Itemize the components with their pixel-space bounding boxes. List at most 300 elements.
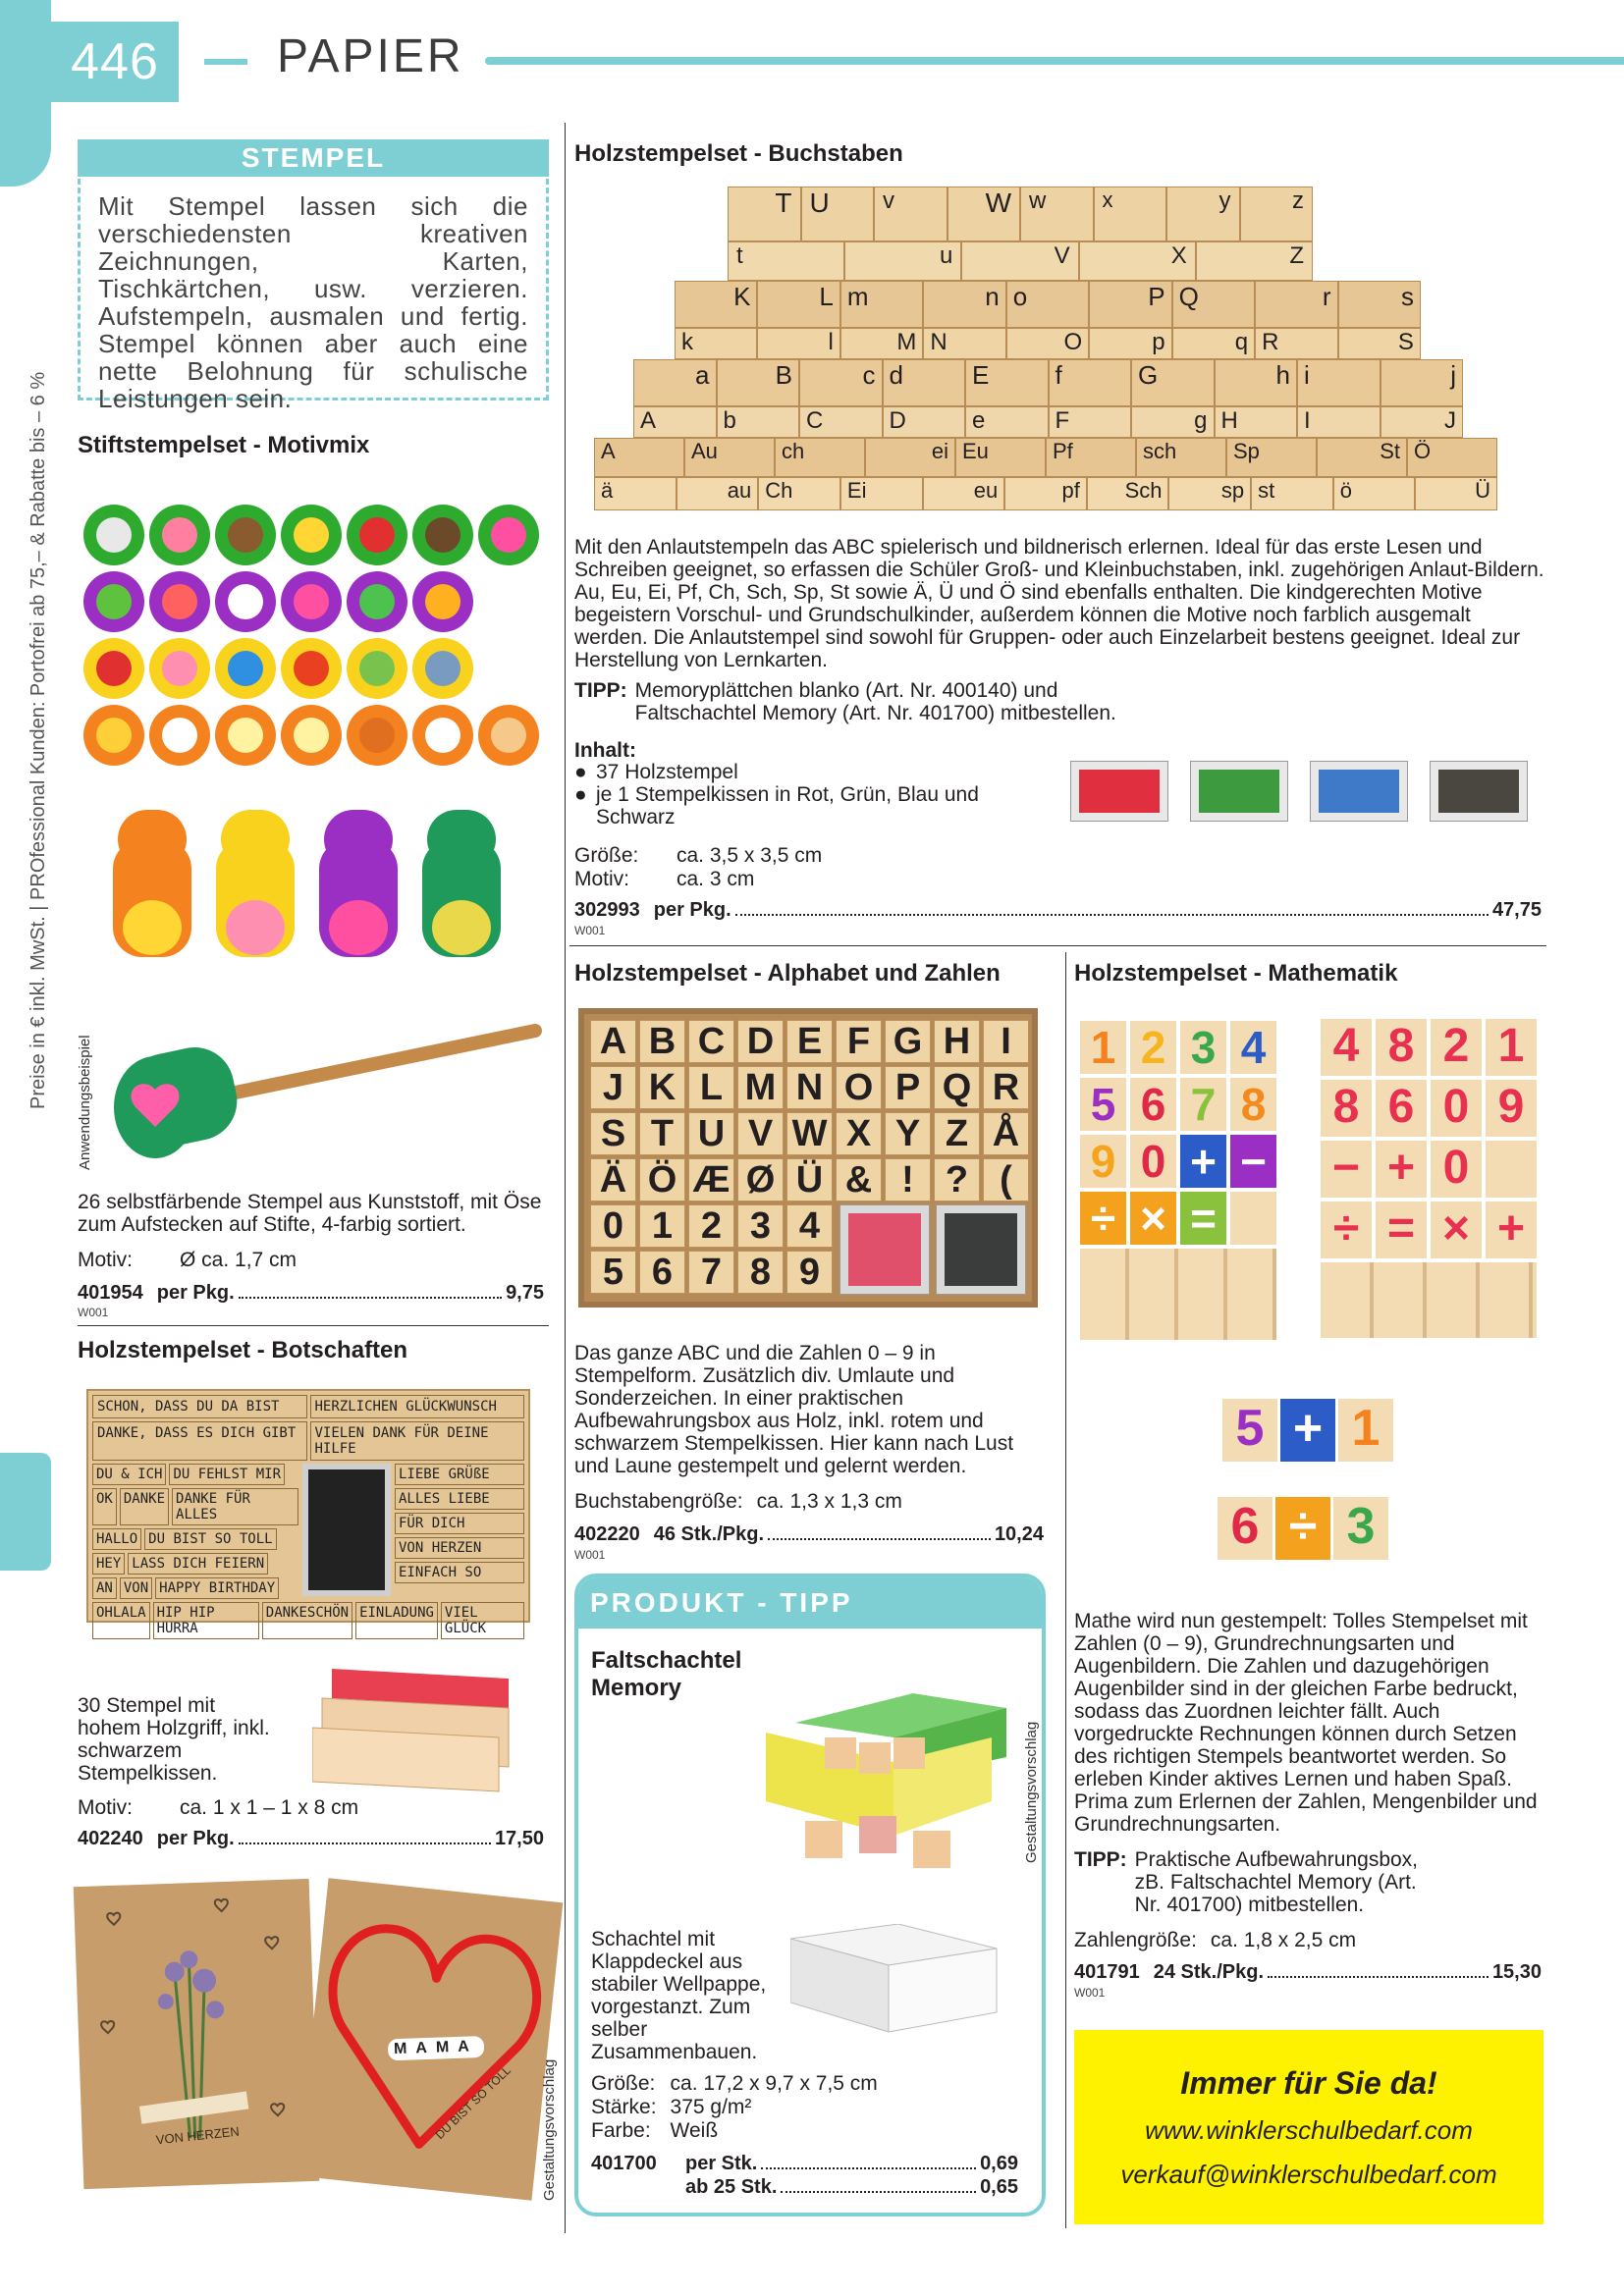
mathe-title: Holzstempelset - Mathematik: [1074, 960, 1398, 987]
alphabet-tile: G: [885, 1020, 931, 1063]
alphabet-tile: 8: [737, 1251, 784, 1294]
letter-block: K: [675, 281, 757, 328]
ink-pad-green: [1190, 761, 1288, 822]
alphabet-image: [578, 1008, 1038, 1308]
bullet-icon: ●: [574, 761, 587, 783]
alphabet-tile: (: [983, 1158, 1029, 1201]
buchstaben-tipp: [574, 679, 1546, 724]
letter-block: s: [1338, 281, 1421, 328]
price: 0,65: [980, 2176, 1018, 2198]
block-row-4: [675, 328, 1421, 359]
letter-block: sch: [1136, 438, 1226, 477]
order-unit: per Pkg.: [156, 1282, 235, 1304]
letter-block: au: [677, 477, 759, 510]
divider-mid: [569, 945, 1546, 946]
pen-example-image: [98, 1021, 550, 1168]
stamp: DU & ICH: [92, 1464, 166, 1485]
alphabet-tile: O: [836, 1066, 882, 1109]
alphabet-tile: F: [836, 1020, 882, 1063]
alphabet-tile: A: [590, 1020, 636, 1063]
spec-key: Motiv:: [574, 868, 630, 890]
stamp: OHLALA: [92, 1602, 150, 1639]
tipp-product-name: Faltschachtel Memory: [591, 1647, 742, 1701]
price-leader: [239, 1297, 502, 1299]
letter-block: l: [757, 328, 839, 359]
alphabet-tile: N: [786, 1066, 833, 1109]
stamp: VON: [120, 1577, 152, 1599]
letter-block: Ü: [1415, 477, 1497, 510]
article-number: 302993: [574, 899, 640, 921]
alphabet-tile: S: [590, 1112, 636, 1155]
mathe-block: ÷: [1080, 1192, 1126, 1245]
price: 47,75: [1491, 899, 1542, 921]
letter-block: Eu: [955, 438, 1046, 477]
letter-block: y: [1166, 187, 1240, 241]
buchstaben-title: Holzstempelset - Buchstaben: [574, 140, 903, 167]
alphabet-tile: Z: [934, 1112, 980, 1155]
memory-box-graphic: [766, 1654, 1011, 1890]
alphabet-tile: D: [737, 1020, 784, 1063]
side-tab: [0, 1453, 51, 1571]
header-line: [485, 57, 1624, 65]
alphabet-tile: H: [934, 1020, 980, 1063]
alphabet-tile: V: [737, 1112, 784, 1155]
divider-left: [565, 123, 566, 2233]
botschaften-caption: Gestaltungsvorschlag: [541, 2058, 558, 2201]
mathe-block: +: [1376, 1141, 1427, 1198]
letter-block: D: [883, 406, 966, 438]
mathe-block: 4: [1321, 1019, 1372, 1076]
price-leader: [735, 914, 1489, 916]
stamp-pens-graphic: [113, 810, 525, 991]
mathe-block: 0: [1431, 1080, 1482, 1137]
stamp: HAPPY BIRTHDAY: [155, 1577, 279, 1599]
article-number: 402220: [574, 1523, 640, 1545]
corner-tab: [0, 0, 51, 187]
stamp: ALLES LIEBE: [395, 1488, 524, 1510]
page-number-box: [51, 22, 179, 102]
price-leader: [239, 1842, 491, 1844]
letter-block: W: [947, 187, 1021, 241]
alphabet-tile: 6: [639, 1251, 685, 1294]
letter-block: P: [1089, 281, 1171, 328]
price-leader: [781, 2191, 976, 2193]
alphabet-tile: P: [885, 1066, 931, 1109]
mathe-block: 3: [1180, 1021, 1226, 1074]
letter-block: ä: [594, 477, 677, 510]
ink-pad-blue: [1310, 761, 1408, 822]
tipp-order-2: [685, 2176, 1018, 2199]
spec-value: Ø ca. 1,7 cm: [180, 1249, 298, 1271]
stiftstempel-code: W001: [78, 1306, 109, 1319]
letter-block: Ei: [840, 477, 923, 510]
stiftstempel-caption: Anwendungsbeispiel: [77, 1035, 93, 1170]
page-number: 446: [71, 33, 159, 90]
alphabet-tile: 5: [590, 1251, 636, 1294]
letter-block: V: [961, 241, 1078, 281]
stamp: HIP HIP HURRA: [153, 1602, 259, 1639]
alphabet-tile: W: [786, 1112, 833, 1155]
alphabet-tile: ?: [934, 1158, 980, 1201]
pen-example-graphic: [98, 1021, 550, 1168]
letter-block: ei: [865, 438, 955, 477]
letter-block: g: [1131, 406, 1215, 438]
letter-block: J: [1380, 406, 1464, 438]
alphabet-code: W001: [574, 1548, 606, 1562]
letter-block: G: [1131, 359, 1215, 406]
alphabet-tile: Ü: [786, 1158, 833, 1201]
alphabet-tile: 3: [737, 1204, 784, 1248]
letter-block: A: [594, 438, 684, 477]
letter-block: R: [1255, 328, 1337, 359]
letter-block: B: [717, 359, 800, 406]
stamp: VON HERZEN: [395, 1537, 524, 1559]
tipp-label: TIPP:: [574, 679, 627, 702]
letter-block: Q: [1172, 281, 1255, 328]
letter-block: st: [1251, 477, 1333, 510]
mathe-block: 8: [1376, 1019, 1427, 1076]
stamp-row: [92, 1488, 298, 1525]
spec-key: Buchstabengröße:: [574, 1490, 743, 1513]
letter-block: N: [923, 328, 1005, 359]
order-unit: 24 Stk./Pkg.: [1153, 1961, 1265, 1983]
letter-block: eu: [923, 477, 1005, 510]
white-box-image: [790, 1924, 1001, 2034]
alphabet-tile: Ö: [639, 1158, 685, 1201]
letter-block: Z: [1196, 241, 1313, 281]
tipp-specs: [591, 2072, 1023, 2143]
mathe-code: W001: [1074, 1986, 1106, 2000]
stamp: DANKE FÜR ALLES: [172, 1488, 298, 1525]
pad-surface: [1199, 770, 1279, 813]
spec-key: Stärke:: [591, 2096, 657, 2118]
alphabet-tile: M: [737, 1066, 784, 1109]
alphabet-tile: U: [688, 1112, 734, 1155]
letter-block: q: [1172, 328, 1255, 359]
alphabet-tile: T: [639, 1112, 685, 1155]
stamp-caps: [83, 505, 539, 766]
mathe-row: [1321, 1201, 1537, 1258]
stempel-box-title: STEMPEL: [241, 142, 386, 173]
letter-block: Sp: [1226, 438, 1317, 477]
price: 9,75: [506, 1282, 544, 1304]
spec-value: ca. 17,2 x 9,7 x 7,5 cm: [670, 2072, 878, 2095]
block-row-8: [594, 477, 1497, 510]
mathe-block: 6: [1218, 1497, 1272, 1560]
block-row-7: [594, 438, 1497, 477]
spec-value: ca. 3,5 x 3,5 cm: [677, 844, 823, 867]
price: 10,24: [994, 1523, 1044, 1545]
order-unit: 46 Stk./Pkg.: [653, 1523, 765, 1545]
letter-block: ö: [1333, 477, 1416, 510]
stamp: OK: [92, 1488, 117, 1525]
alphabet-tile: Æ: [688, 1158, 734, 1201]
card-von-herzen: [74, 1879, 320, 2189]
spec-key: Farbe:: [591, 2119, 651, 2142]
letter-block: Ch: [758, 477, 840, 510]
alphabet-tile: Y: [885, 1112, 931, 1155]
stamp-row: [92, 1464, 298, 1485]
stamp-handles-graphic: [312, 1659, 523, 1796]
spec-value: ca. 1 x 1 – 1 x 8 cm: [180, 1796, 359, 1819]
mathe-block: 4: [1230, 1021, 1276, 1074]
letter-block: x: [1094, 187, 1167, 241]
mathe-block: 0: [1431, 1141, 1482, 1198]
letter-block: Au: [684, 438, 775, 477]
stamp: DANKESCHÖN: [262, 1602, 352, 1639]
section-title: PAPIER: [277, 30, 464, 82]
mathe-block: 1: [1338, 1399, 1393, 1462]
ink-pad-red: [839, 1204, 930, 1295]
mathe-block: 8: [1230, 1078, 1276, 1131]
letter-block: E: [965, 359, 1049, 406]
stempel-box-header: [78, 139, 549, 177]
mathe-block: 5: [1080, 1078, 1126, 1131]
alphabet-tile: B: [639, 1020, 685, 1063]
spec-value: ca. 3 cm: [677, 868, 755, 890]
tipp-text: Memoryplättchen blanko (Art. Nr. 400140) und Faltschachtel Memory (Art. Nr. 401700) mitbestellen.: [634, 679, 1116, 724]
mathe-block: ×: [1130, 1192, 1176, 1245]
order-unit: ab 25 Stk.: [685, 2176, 778, 2198]
letter-block: n: [923, 281, 1005, 328]
letter-block: d: [883, 359, 966, 406]
stamp-bottom-row: [92, 1602, 524, 1639]
mathe-block: 2: [1431, 1019, 1482, 1076]
letter-block: sp: [1168, 477, 1251, 510]
stamp-row: [92, 1577, 298, 1599]
alphabet-tile: L: [688, 1066, 734, 1109]
contact-web-link[interactable]: www.winklerschulbedarf.com: [1145, 2114, 1473, 2145]
block-row-5: [633, 359, 1463, 406]
alphabet-tile: Ä: [590, 1158, 636, 1201]
letter-block: z: [1240, 187, 1314, 241]
letter-block: A: [633, 406, 717, 438]
letter-block: k: [675, 328, 757, 359]
memory-box-image: [766, 1654, 1011, 1890]
letter-block: f: [1049, 359, 1132, 406]
stiftstempel-order: [78, 1282, 544, 1305]
side-note: Preise in € inkl. MwSt. | PROfessional Kunden: Portofrei ab 75,– & Rabatte bis – 6 %: [27, 371, 49, 1109]
stiftstempel-specs: [78, 1249, 549, 1272]
letter-block: U: [801, 187, 875, 241]
mathe-block: =: [1376, 1201, 1427, 1258]
inhalt-item: [574, 783, 1036, 828]
alphabet-tile: C: [688, 1020, 734, 1063]
mathe-block: [1230, 1192, 1276, 1245]
alphabet-tile: 1: [639, 1204, 685, 1248]
letter-block: Sch: [1087, 477, 1169, 510]
card2-beads: MAMA: [388, 2036, 484, 2060]
stamp: FÜR DICH: [395, 1513, 524, 1534]
block-row-1: [728, 187, 1313, 241]
inhalt-item: [574, 761, 1036, 783]
block-row-6: [633, 406, 1463, 438]
mathe-row: [1080, 1192, 1276, 1245]
mathe-block: +: [1486, 1201, 1537, 1258]
mathe-small-image: [1218, 1399, 1414, 1575]
botschaften-specs: [78, 1796, 549, 1820]
letter-block: L: [757, 281, 839, 328]
mathe-row: [1222, 1399, 1393, 1462]
alphabet-tile: 7: [688, 1251, 734, 1294]
spec-value: ca. 1,3 x 1,3 cm: [756, 1490, 902, 1513]
spec-key: Größe:: [591, 2072, 656, 2095]
botschaften-title: Holzstempelset - Botschaften: [78, 1337, 408, 1363]
bullet-icon: ●: [574, 783, 587, 806]
mathe-row: [1321, 1019, 1537, 1076]
letter-block: p: [1089, 328, 1171, 359]
stempel-box: [78, 179, 549, 413]
mathe-block: 8: [1321, 1080, 1372, 1137]
mathe-block: 9: [1080, 1135, 1126, 1188]
letter-block: w: [1020, 187, 1094, 241]
letter-block: b: [717, 406, 800, 438]
botschaften-image: [86, 1389, 530, 1636]
tipp-desc: Schachtel mit Klappdeckel aus stabiler Wellpappe, vorgestanzt. Zum selber Zusammenbauen.: [591, 1928, 767, 2063]
letter-block: St: [1317, 438, 1407, 477]
divider-left-1: [78, 1325, 549, 1326]
ink-pad-red: [1070, 761, 1168, 822]
contact-email-link[interactable]: verkauf@winklerschulbedarf.com: [1120, 2159, 1497, 2189]
letter-block: C: [799, 406, 883, 438]
pad-surface: [1319, 770, 1399, 813]
letter-block: H: [1215, 406, 1298, 438]
buchstaben-image: [594, 187, 1497, 510]
stempel-box-text: Mit Stempel lassen sich die verschiedensten kreativen Zeichnungen, Karten, Tischkärtchen, usw. verzieren. Aufstempeln, ausmalen und fertig. Stempel können aber auch eine nette Belohnung für schulische Leistungen sein.: [98, 191, 528, 413]
stamp: EINFACH SO: [395, 1562, 524, 1583]
mathe-row: [1321, 1141, 1537, 1198]
stamp-texts: [92, 1395, 524, 1461]
ink-pads-image: [1070, 761, 1532, 831]
mathe-block: ÷: [1321, 1201, 1372, 1258]
tipp-box-header: [578, 1577, 1042, 1629]
alphabet-tile: Ø: [737, 1158, 784, 1201]
letter-block: e: [965, 406, 1049, 438]
letter-block: X: [1079, 241, 1196, 281]
stamp: DU BIST SO TOLL: [144, 1528, 276, 1550]
letter-block: M: [840, 328, 923, 359]
letter-block: Pf: [1046, 438, 1136, 477]
stamp-row: [92, 1553, 298, 1575]
mathe-block: +: [1180, 1135, 1226, 1188]
botschaften-desc: 30 Stempel mit hohem Holzgriff, inkl. schwarzem Stempelkissen.: [78, 1694, 270, 1785]
contact-title: Immer für Sie da!: [1180, 2064, 1437, 2101]
letter-block: r: [1255, 281, 1337, 328]
letter-block: a: [633, 359, 717, 406]
alphabet-tile: X: [836, 1112, 882, 1155]
mathe-row: [1080, 1078, 1276, 1131]
mathe-desc: Mathe wird nun gestempelt: Tolles Stempelset mit Zahlen (0 – 9), Grundrechnungsarten und Augenbildern. Die Zahlen und dazugehörigen Augenbilder sind in der gleichen Farbe bedruckt, sodass das Zuordnen leichter fällt. Auch vorgedruckte Rechnungen können durch Setzen des richtigen Stempels beantwortet werden. So erleben Kinder aktives Lernen und haben Spaß. Prima zum Erlernen der Zahlen, Mengenbilder und Grundrechnungsarten.: [1074, 1610, 1538, 1836]
letter-block: pf: [1004, 477, 1087, 510]
price: 0,69: [980, 2153, 1018, 2174]
alphabet-tile: &: [836, 1158, 882, 1201]
ink-pad-black: [936, 1204, 1026, 1295]
spec-key: Größe:: [574, 844, 639, 867]
spec-key: Motiv:: [78, 1796, 134, 1819]
alphabet-tile: J: [590, 1066, 636, 1109]
card-mama: [298, 1878, 564, 2200]
price: 17,50: [494, 1828, 544, 1849]
contact-box: [1074, 2030, 1543, 2224]
alphabet-desc: Das ganze ABC und die Zahlen 0 – 9 in Stempelform. Zusätzlich div. Umlaute und Sonderzeichen. In einer praktischen Aufbewahrungsbox aus Holz, inkl. rotem und schwarzem Stempelkissen. Hier kann nach Lust und Laune gestempelt und gelernt werden.: [574, 1342, 1014, 1477]
mathe-block: 9: [1486, 1080, 1537, 1137]
letter-block: u: [844, 241, 961, 281]
mathe-block: 2: [1130, 1021, 1176, 1074]
stamp: HERZLICHEN GLÜCKWUNSCH: [310, 1395, 525, 1418]
alphabet-tile: R: [983, 1066, 1029, 1109]
mathe-block: 7: [1180, 1078, 1226, 1131]
mathe-right-image: [1321, 1019, 1537, 1338]
tipp-text: Praktische Aufbewahrungsbox, zB. Faltschachtel Memory (Art. Nr. 401700) mitbestellen.: [1134, 1848, 1419, 1916]
stamp: HALLO: [92, 1528, 141, 1550]
alphabet-tile: I: [983, 1020, 1029, 1063]
price-leader: [768, 1538, 991, 1540]
article-number: 401791: [1074, 1961, 1140, 1983]
tipp-box-title: PRODUKT - TIPP: [590, 1587, 853, 1618]
tipp-caption: Gestaltungsvorschlag: [1023, 1721, 1040, 1863]
order-unit: per Stk.: [685, 2153, 758, 2174]
mathe-block: [1486, 1141, 1537, 1198]
buchstaben-inhalt-list: [574, 761, 1036, 828]
inhalt-text: je 1 Stempelkissen in Rot, Grün, Blau und Schwarz: [596, 783, 979, 828]
letter-block: v: [874, 187, 947, 241]
mathe-block: 6: [1376, 1080, 1427, 1137]
alphabet-tile: K: [639, 1066, 685, 1109]
card2-text: DU BIST SO TOLL: [432, 2062, 514, 2142]
mathe-row: [1080, 1021, 1276, 1074]
mathe-row: [1218, 1497, 1388, 1560]
stamp: HEY: [92, 1553, 125, 1575]
letter-block: O: [1006, 328, 1089, 359]
stamp-col-left: [92, 1464, 298, 1599]
stamp-pens-image: [113, 810, 525, 991]
ink-pad-black: [1430, 761, 1528, 822]
mathe-block: −: [1230, 1135, 1276, 1188]
stamp: DANKE, DASS ES DICH GIBT: [92, 1421, 307, 1461]
order-unit: per Pkg.: [653, 899, 731, 921]
stiftstempel-image: [79, 496, 540, 771]
alphabet-tile: Å: [983, 1112, 1029, 1155]
letter-block: j: [1380, 359, 1464, 406]
letter-block: c: [799, 359, 883, 406]
mathe-row: [1080, 1135, 1276, 1188]
stamp: DANKE: [120, 1488, 169, 1525]
stamp-col-right: [395, 1464, 524, 1599]
mathe-tipp: [1074, 1848, 1545, 1916]
tipp-label: TIPP:: [1074, 1848, 1127, 1871]
article-number: 401954: [78, 1282, 143, 1304]
mathe-block: 5: [1222, 1399, 1277, 1462]
alphabet-tile: !: [885, 1158, 931, 1201]
header-dash: [204, 59, 247, 65]
dice-rows: [1080, 1249, 1276, 1340]
alphabet-title: Holzstempelset - Alphabet und Zahlen: [574, 960, 1001, 987]
mathe-specs: [1074, 1929, 1545, 1952]
pad-surface: [848, 1213, 921, 1286]
spec-value: Weiß: [670, 2119, 719, 2142]
stamp: SCHON, DASS DU DA BIST: [92, 1395, 307, 1418]
mathe-left-image: [1080, 1021, 1276, 1340]
spec-key: Zahlengröße:: [1074, 1929, 1197, 1951]
letter-block: I: [1297, 406, 1380, 438]
tipp-order: [591, 2153, 1018, 2175]
divider-right: [1065, 952, 1066, 2228]
alphabet-tile: 4: [786, 1204, 833, 1248]
pad-surface: [1438, 770, 1519, 813]
mathe-row: [1321, 1080, 1537, 1137]
buchstaben-specs: [574, 844, 967, 891]
stiftstempel-desc: 26 selbstfärbende Stempel aus Kunststoff, mit Öse zum Aufstecken auf Stifte, 4-farbig sortiert.: [78, 1191, 542, 1236]
